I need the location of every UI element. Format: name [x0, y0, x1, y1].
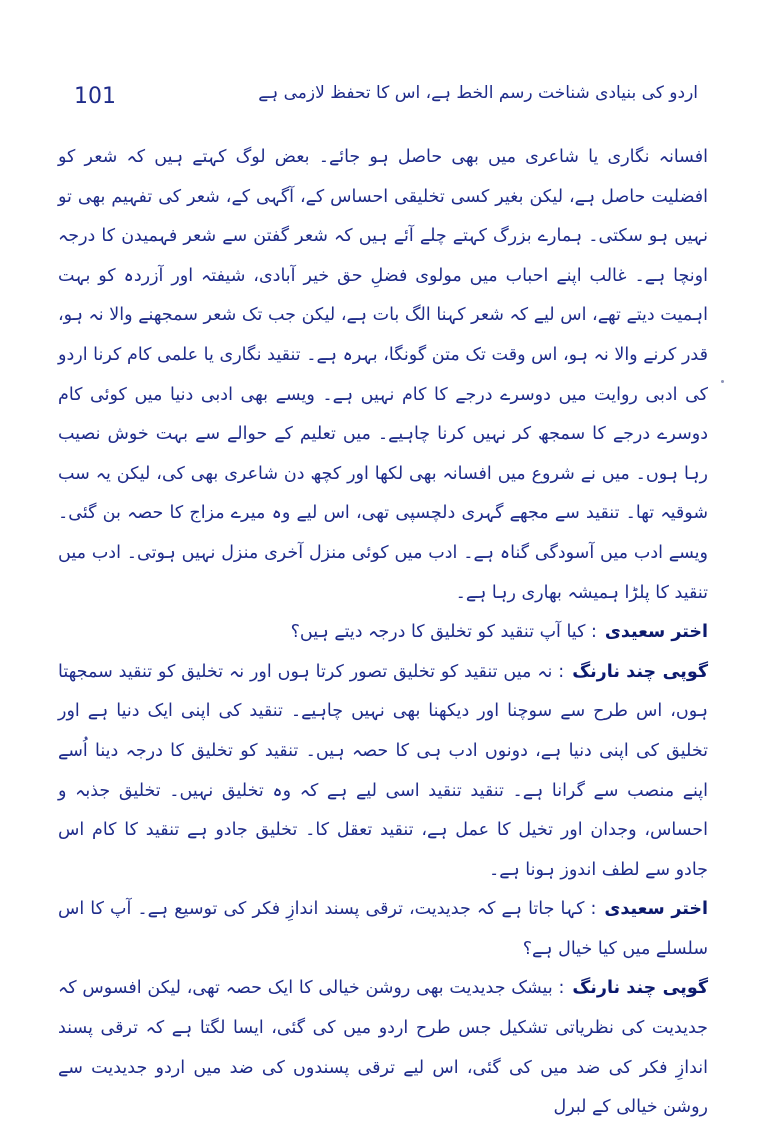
question	[58, 890, 708, 969]
answer-text: : نہ میں تنقید کو تخلیق تصور کرتا ہوں اور نہ تخلیق کو تنقید سمجھتا ہوں، اس طرح سے سوچنا اور دیکھنا بھی نہیں چاہیے۔ تنقید کی اپنی ایک دنیا ہے اور تخلیق کی اپنی دنیا ہے، دونوں ادب ہی کا حصہ ہیں۔ تنقید کو تخلیق کا درجہ دینا اُسے اپنے منصب سے گرانا ہے۔ تنقید تنقید اسی لیے ہے کہ وہ تخلیق نہیں۔ تخلیق جذبہ و احساس، وجدان اور تخیل کا عمل ہے، تنقید تعقل کا۔ تخلیق جادو ہے تنقید کا کام اس جادو سے لطف اندوز ہونا ہے۔	[58, 661, 708, 880]
question	[58, 613, 708, 653]
answer	[58, 653, 708, 891]
answer	[58, 969, 708, 1127]
paragraph-text: افسانہ نگاری یا شاعری میں بھی حاصل ہو جائے۔ بعض لوگ کہتے ہیں کہ شعر کو افضلیت حاصل ہے، لیکن بغیر کسی تخلیقی احساس کے، آگہی کے، شعر کی تفہیم بھی تو نہیں ہو سکتی۔ ہمارے بزرگ کہتے چلے آئے ہیں کہ شعر گفتن سے شعر فہمیدن کا درجہ اونچا ہے۔ غالب اپنے احباب میں مولوی فضلِ حق خیر آبادی، شیفتہ اور آزردہ کو بہت اہمیت دیتے تھے، اس لیے کہ شعر کہنا الگ بات ہے، لیکن جب تک شعر سمجھنے والا نہ ہو، قدر کرنے والا نہ ہو، اس وقت تک متن گونگا، بہرہ ہے۔ تنقید نگاری یا علمی کام کرنا اردو کی ادبی روایت میں دوسرے درجے کا کام نہیں ہے۔ ویسے بھی ادبی دنیا میں کوئی کام دوسرے درجے کا سمجھ کر نہیں کرنا چاہیے۔ میں تعلیم کے حوالے سے بہت خوش نصیب رہا ہوں۔ میں نے شروع میں افسانہ بھی لکھا اور کچھ دن شاعری بھی کی، لیکن یہ سب شوقیہ تھا۔ تنقید سے مجھے گہری دلچسپی تھی، اس لیے وہ میرے مزاج کا حصہ بن گئی۔ ویسے ادب میں آسودگی گناہ ہے۔ ادب میں کوئی منزل آخری منزل نہیں ہوتی۔ ادب میں تنقید کا پلڑا ہمیشہ بھاری رہا ہے۔	[58, 147, 708, 603]
speaker-name: گوپی چند نارنگ	[572, 978, 708, 999]
page-header	[58, 80, 708, 124]
page-number: 101	[74, 84, 116, 109]
question-text: : کہا جاتا ہے کہ جدیدیت، ترقی پسند اندازِ فکر کی توسیع ہے۔ آپ کا اس سلسلے میں کیا خیال ہے؟	[58, 899, 708, 959]
scan-speck	[721, 380, 724, 383]
answer-text: : بیشک جدیدیت بھی روشن خیالی کا ایک حصہ تھی، لیکن افسوس کہ جدیدیت کی نظریاتی تشکیل جس طرح اردو میں کی گئی، ایسا لگتا ہے کہ ترقی پسند اندازِ فکر کی ضد میں کی گئی، اس لیے ترقی پسندوں کی ضد میں اردو جدیدیت سے روشن خیالی کے لبرل	[58, 978, 708, 1118]
speaker-name: گوپی چند نارنگ	[572, 661, 709, 682]
speaker-name: اختر سعیدی	[604, 622, 708, 643]
paragraph	[58, 138, 708, 613]
interview-text	[58, 138, 708, 1128]
running-head: اردو کی بنیادی شناخت رسم الخط ہے، اس کا تحفظ لازمی ہے	[258, 83, 698, 103]
speaker-name: اختر سعیدی	[604, 899, 708, 920]
question-text: : کیا آپ تنقید کو تخلیق کا درجہ دیتے ہیں؟	[290, 622, 597, 643]
book-page	[58, 80, 709, 1118]
